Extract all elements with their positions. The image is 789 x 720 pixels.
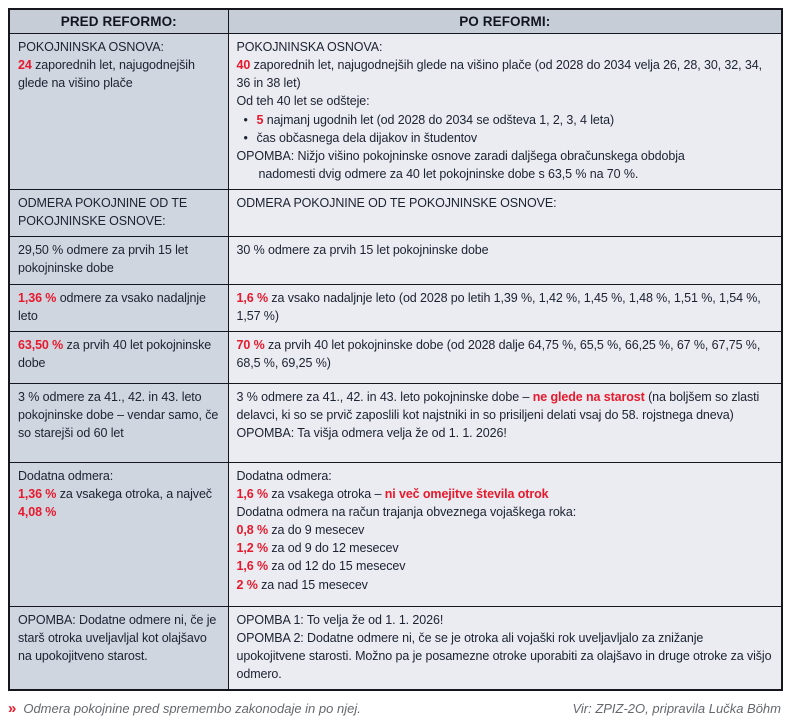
text-line xyxy=(237,485,774,503)
table-row-pokojninska-osnova xyxy=(9,34,782,190)
text-segment: za od 9 do 12 mesecev xyxy=(267,541,399,556)
highlighted-value: 1,6 % xyxy=(236,486,268,501)
cell-dodatna-odmera-po xyxy=(228,462,782,606)
table-row-dodatna-odmera xyxy=(9,462,782,606)
highlighted-value: 1,6 % xyxy=(236,290,268,305)
text-segment: čas občasnega dela dijakov in študentov xyxy=(256,130,478,145)
text-line xyxy=(18,388,220,442)
text-segment: za prvih 40 let pokojninske dobe (od 2028 dalje 64,75 %, 65,5 %, 66,25 %, 67 %, 67,75 %, 68,5 %, 69,25 %) xyxy=(236,337,761,370)
text-segment: ODMERA POKOJNINE OD TE POKOJNINSKE OSNOVE: xyxy=(18,196,188,229)
highlighted-value: ne glede na starost xyxy=(532,389,645,404)
table-row-odmera-nadaljnje-leto xyxy=(9,284,782,331)
table-row-odmera-prvih-40-let xyxy=(9,331,782,383)
text-segment: OPOMBA 1: To velja že od 1. 1. 2026! xyxy=(236,612,444,627)
text-segment: za vsakega otroka, a največ xyxy=(56,486,212,501)
text-line xyxy=(237,503,774,521)
text-line xyxy=(237,539,774,557)
highlighted-value: 40 xyxy=(236,58,251,73)
text-line xyxy=(237,629,774,683)
text-segment: OPOMBA: Ta višja odmera velja že od 1. 1. 2026! xyxy=(236,426,507,440)
text-line xyxy=(237,241,774,259)
table-row-odmera-naslov xyxy=(9,190,782,237)
column-header-po-reformi: PO REFORMI: xyxy=(228,9,782,34)
text-segment: za nad 15 mesecev xyxy=(257,577,368,592)
cell-odmera-naslov-pred xyxy=(9,190,228,237)
highlighted-value: 1,2 % xyxy=(236,541,268,556)
cell-odmera-naslov-po xyxy=(228,190,782,237)
text-line xyxy=(237,424,774,442)
text-line xyxy=(237,56,774,92)
cell-odmera-prvih-15-let-pred xyxy=(9,237,228,284)
text-segment: 29,50 % odmere za prvih 15 let pokojninske dobe xyxy=(18,243,189,276)
highlighted-value: 2 % xyxy=(236,577,258,592)
text-segment: POKOJNINSKA OSNOVA: xyxy=(18,40,164,54)
text-line xyxy=(237,576,774,594)
text-line xyxy=(237,92,774,110)
highlighted-value: 70 % xyxy=(236,337,265,352)
text-segment: ODMERA POKOJNINE OD TE POKOJNINSKE OSNOVE: xyxy=(236,196,557,210)
bullet-icon: • xyxy=(243,112,248,127)
text-line xyxy=(237,129,774,147)
text-segment: 3 % odmere za 41., 42. in 43. leto pokojninske dobe – vendar samo, če so starejši od 60 let xyxy=(18,389,219,440)
reform-comparison-table xyxy=(8,8,783,691)
text-segment: najmanj ugodnih let (od 2028 do 2034 se odšteva 1, 2, 3, 4 leta) xyxy=(263,112,615,127)
table-row-odmera-41-42-43-leto xyxy=(9,383,782,462)
text-segment: 3 % odmere za 41., 42. in 43. leto pokojninske dobe – xyxy=(236,389,533,404)
highlighted-value: 63,50 % xyxy=(18,337,64,352)
cell-pokojninska-osnova-po xyxy=(228,34,782,190)
text-line xyxy=(237,194,774,212)
text-line xyxy=(237,165,774,183)
cell-odmera-prvih-15-let-po xyxy=(228,237,782,284)
text-line xyxy=(18,56,220,92)
cell-pokojninska-osnova-pred xyxy=(9,34,228,190)
text-line xyxy=(18,38,220,56)
text-line xyxy=(18,467,220,485)
text-line xyxy=(18,336,220,372)
highlighted-value: 1,36 % xyxy=(18,290,57,305)
cell-odmera-nadaljnje-leto-pred xyxy=(9,284,228,331)
highlighted-value: 0,8 % xyxy=(236,523,268,538)
text-segment: odmere za vsako nadaljnje leto xyxy=(18,290,206,323)
text-segment: OPOMBA: Dodatne odmere ni, če je starš otroka uveljavljal kot olajšavo na upokojitveno starost. xyxy=(18,612,217,663)
cell-odmera-41-42-43-leto-po xyxy=(228,383,782,462)
text-line xyxy=(237,289,774,325)
bullet-icon: • xyxy=(243,130,248,145)
text-line xyxy=(18,611,220,665)
text-segment: nadomesti dvig odmere za 40 let pokojninske dobe s 63,5 % na 70 %. xyxy=(258,166,639,181)
text-segment: Dodatna odmera: xyxy=(18,468,114,483)
text-line xyxy=(18,289,220,325)
text-line xyxy=(237,336,774,372)
text-segment: (na boljšem so zlasti delavci, ki so se prvič zaposlili kot najstniki in so prisiljeni delati vsaj do 58. rojstnega dneva) xyxy=(236,389,760,422)
text-line xyxy=(237,557,774,575)
text-segment: za prvih 40 let pokojninske dobe xyxy=(18,337,212,370)
column-header-pred-reformo: PRED REFORMO: xyxy=(9,9,228,34)
text-segment: zaporednih let, najugodnejših glede na višino plače xyxy=(18,58,195,91)
text-line xyxy=(237,467,774,485)
header-row xyxy=(9,9,782,34)
highlighted-value: 5 xyxy=(256,112,264,127)
cell-opomba-pred xyxy=(9,606,228,690)
cell-odmera-prvih-40-let-po xyxy=(228,331,782,383)
table-footer xyxy=(8,700,781,717)
cell-opomba-po xyxy=(228,606,782,690)
cell-odmera-41-42-43-leto-pred xyxy=(9,383,228,462)
text-line xyxy=(237,111,774,129)
text-line xyxy=(237,521,774,539)
cell-odmera-prvih-40-let-pred xyxy=(9,331,228,383)
highlighted-value: 24 xyxy=(18,58,32,73)
text-segment: za do 9 mesecev xyxy=(267,523,365,538)
text-segment: za vsako nadaljnje leto (od 2028 po letih 1,39 %, 1,42 %, 1,45 %, 1,48 %, 1,51 %, 1,54 %, 1,57 %) xyxy=(236,290,761,323)
text-line xyxy=(237,388,774,424)
text-segment: za vsakega otroka – xyxy=(267,486,385,501)
text-segment: OPOMBA: Nižjo višino pokojninske osnove zaradi daljšega obračunskega obdobja xyxy=(236,148,685,163)
cell-dodatna-odmera-pred xyxy=(9,462,228,606)
table-row-odmera-prvih-15-let xyxy=(9,237,782,284)
caption xyxy=(8,700,361,717)
text-line xyxy=(237,611,774,629)
text-segment: OPOMBA 2: Dodatne odmere ni, če se je otroka ali vojaški rok uveljavljalo za znižanje upokojitvene starosti. Možno pa je posamezne otroke uporabiti za olajšavo in druge otroke za višjo odmero. xyxy=(236,630,772,682)
text-line xyxy=(18,485,220,521)
highlighted-value: ni več omejitve števila otrok xyxy=(384,486,549,501)
text-line xyxy=(18,241,220,277)
text-segment: za od 12 do 15 mesecev xyxy=(267,559,406,574)
text-segment: Od teh 40 let se odšteje: xyxy=(236,94,370,109)
cell-odmera-nadaljnje-leto-po xyxy=(228,284,782,331)
text-line xyxy=(237,147,774,165)
text-line xyxy=(237,38,774,56)
highlighted-value: 1,36 % xyxy=(18,486,57,501)
highlighted-value: 1,6 % xyxy=(236,559,268,574)
text-segment: zaporednih let, najugodnejših glede na višino plače (od 2028 do 2034 velja 26, 28, 30, 32, 34, 36 in 38 let) xyxy=(236,58,762,91)
text-line xyxy=(18,194,220,230)
text-segment: POKOJNINSKA OSNOVA: xyxy=(236,40,383,54)
text-segment: Dodatna odmera: xyxy=(236,468,332,483)
table-row-opomba xyxy=(9,606,782,690)
caption-arrows-icon: » xyxy=(8,700,17,718)
source-text: Vir: ZPIZ-2O, pripravila Lučka Böhm xyxy=(572,701,781,717)
highlighted-value: 4,08 % xyxy=(18,505,57,519)
text-segment: 30 % odmere za prvih 15 let pokojninske dobe xyxy=(236,243,489,258)
caption-text: Odmera pokojnine pred spremembo zakonodaje in po njej. xyxy=(23,701,361,717)
text-segment: Dodatna odmera na račun trajanja obveznega vojaškega roka: xyxy=(236,505,577,519)
